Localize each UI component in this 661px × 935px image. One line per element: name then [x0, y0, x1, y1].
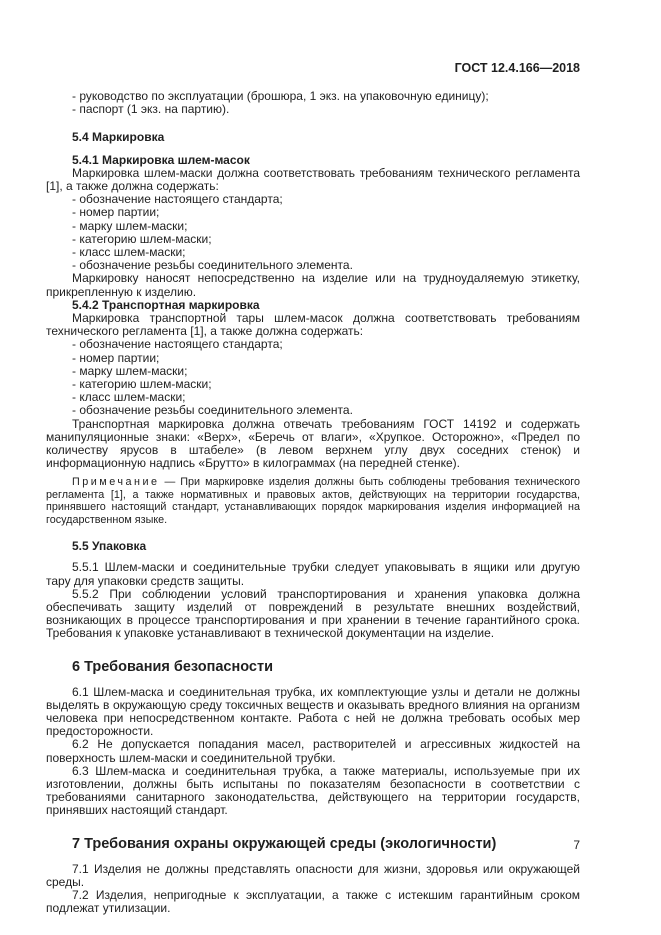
- list-item: - марку шлем-маски;: [72, 363, 188, 378]
- paragraph: 5.5.1 Шлем-маски и соединительные трубки следует упаковывать в ящики или другую тару для упаковки средств защиты.: [46, 560, 580, 588]
- section-heading-7: 7 Требования охраны окружающей среды (экологичности): [72, 835, 497, 852]
- paragraph: Маркировка шлем-маски должна соответствовать требованиям технического регламента [1], а также должна содержать:: [46, 165, 580, 194]
- subsection-heading-5-4-1: 5.4.1 Маркировка шлем-масок: [72, 152, 250, 167]
- list-item: - руководство по эксплуатации (брошюра, 1 экз. на упаковочную единицу);: [72, 89, 489, 103]
- list-item: - обозначение настоящего стандарта;: [72, 192, 283, 207]
- paragraph: Маркировку наносят непосредственно на изделие или на трудноудаляемую этикетку, прикрепленную к изделию.: [46, 271, 580, 299]
- list-item: - обозначение резьбы соединительного элемента.: [72, 403, 353, 418]
- document-content: [46, 61, 580, 915]
- list-item: - класс шлем-маски;: [72, 245, 186, 260]
- note: [46, 476, 580, 526]
- paragraph: Маркировка транспортной тары шлем-масок должна соответствовать требованиям технического регламента [1], а также должна содержать:: [46, 311, 580, 339]
- list-item: - категорию шлем-маски;: [72, 377, 212, 392]
- list-item: - обозначение резьбы соединительного элемента.: [72, 258, 353, 273]
- note-text: — При маркировке изделия должны быть соблюдены требования технического регламента [1], а также нормативных и правовых актов, действующих на территории государства, принявшего настоящий стандарт, устанавливающих порядок маркирования изделия информацией на государственном языке.: [46, 476, 580, 526]
- paragraph: 7.2 Изделия, непригодные к эксплуатации, а также с истекшим гарантийным сроком подлежат утилизации.: [46, 887, 580, 916]
- subsection-heading-5-5: 5.5 Упаковка: [72, 539, 147, 554]
- document-header: ГОСТ 12.4.166—2018: [454, 61, 580, 75]
- subsection-heading-5-4-2: 5.4.2 Транспортная маркировка: [72, 297, 260, 312]
- page-number: 7: [573, 838, 580, 852]
- list-item: - марку шлем-маски;: [72, 218, 188, 233]
- note-label: Примечание: [72, 476, 160, 489]
- paragraph: 6.1 Шлем-маска и соединительная трубка, их комплектующие узлы и детали не должны выделять в окружающую среду токсичных веществ и оказывать вредного влияния на организм человека при непосредственном контакте. Работа с ней не должна требовать особых мер предосторожности.: [46, 684, 580, 739]
- paragraph: 6.2 Не допускается попадания масел, растворителей и агрессивных жидкостей на поверхность шлем-маски и соединительной трубки.: [46, 737, 580, 765]
- section-heading-6: 6 Требования безопасности: [72, 658, 274, 675]
- list-item: - обозначение настоящего стандарта;: [72, 337, 283, 352]
- paragraph: Транспортная маркировка должна отвечать требованиям ГОСТ 14192 и содержать манипуляционные знаки: «Верх», «Беречь от влаги», «Хрупкое. Осторожно», «Предел по количеству ярусов в штабеле» (в левом верхнем углу двух соседних стенок) и информационную надпись «Брутто» в килограммах (на передней стенке).: [46, 416, 580, 471]
- subsection-heading-5-4: 5.4 Маркировка: [72, 130, 165, 145]
- paragraph: 6.3 Шлем-маска и соединительная трубка, а также материалы, используемые при их изготовлении, должны быть испытаны по показателям безопасности в соответствии с требованиями санитарного законодательства, действующего на территории государств, принявших настоящий стандарт.: [46, 763, 580, 818]
- list-item: - номер партии;: [72, 350, 160, 365]
- paragraph: 5.5.2 При соблюдении условий транспортирования и хранения упаковка должна обеспечивать защиту изделий от повреждений в результате внешних воздействий, возникающих в процессе транспортирования и при хранении в течение гарантийного срока. Требования к упаковке устанавливают в технической документации на изделие.: [46, 586, 580, 641]
- paragraph: 7.1 Изделия не должны представлять опасности для жизни, здоровья или окружающей среды.: [46, 861, 580, 889]
- list-item: - категорию шлем-маски;: [72, 231, 212, 246]
- list-item: - номер партии;: [72, 205, 160, 220]
- list-item: - паспорт (1 экз. на партию).: [72, 102, 230, 117]
- list-item: - класс шлем-маски;: [72, 390, 186, 405]
